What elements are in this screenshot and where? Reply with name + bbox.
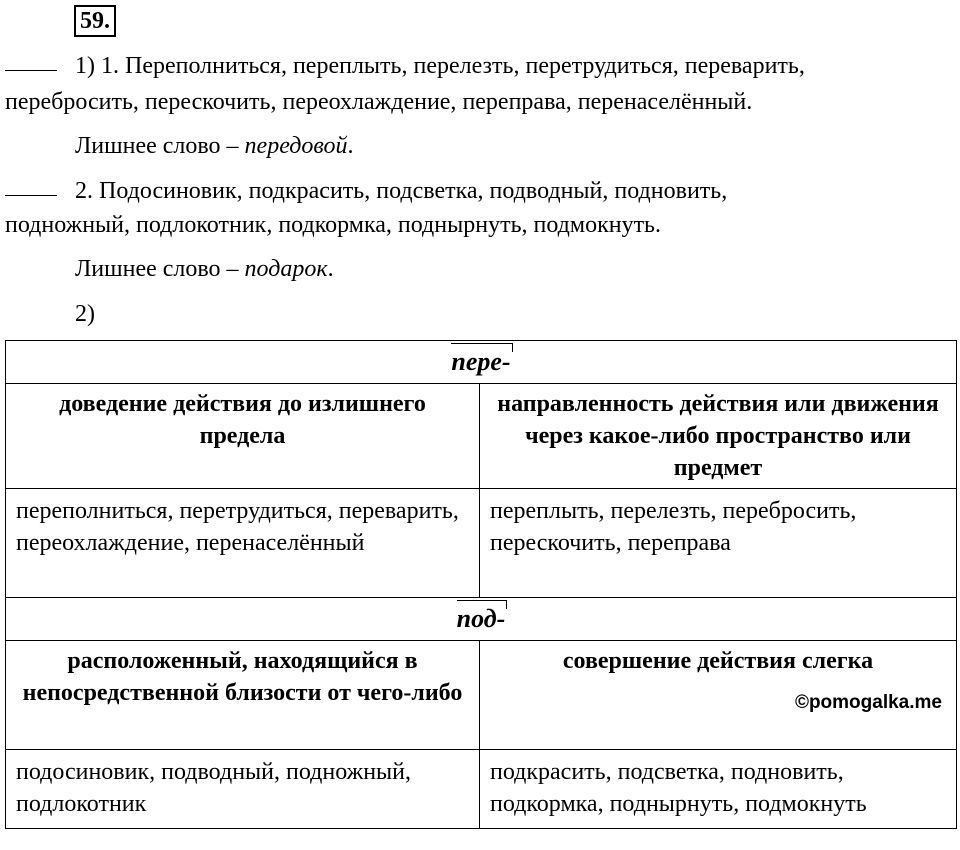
gap-bar	[5, 70, 57, 71]
word: переохлаждение,	[282, 89, 457, 115]
word: подножный,	[5, 212, 131, 238]
extra-tail: .	[347, 133, 354, 159]
prefix-header	[6, 598, 957, 641]
column-heading: расположенный, находящийся в непосредственной близости от чего-либо	[6, 641, 480, 750]
prefix-table	[5, 340, 957, 829]
prefix-header	[6, 341, 957, 384]
table-cell: подосиновик, подводный, подножный, подлокотник	[6, 750, 480, 829]
column-heading-cell	[480, 641, 957, 750]
gap-bar	[5, 195, 57, 196]
section2-label: 2)	[75, 301, 95, 327]
word: Переполниться,	[125, 53, 287, 79]
part2-line1	[75, 177, 727, 205]
prefix-label: пере-	[451, 347, 511, 376]
word: переплыть,	[292, 53, 408, 79]
extra-label: Лишнее слово –	[75, 256, 239, 282]
word: перебросить,	[5, 89, 139, 115]
part1-extra	[75, 132, 354, 160]
part1-line2	[5, 88, 752, 116]
part1-line1	[75, 52, 805, 80]
part2-line2	[5, 211, 661, 239]
column-heading: совершение действия слегка	[562, 648, 874, 674]
table-cell: переплыть, перелезть, перебросить, перескочить, переправа	[480, 489, 957, 598]
exercise-number: 59.	[74, 5, 116, 37]
part2-extra	[75, 255, 334, 283]
word: перелезть,	[413, 53, 520, 79]
word: переварить,	[684, 53, 805, 79]
part1-label: 1) 1.	[75, 53, 119, 79]
part2-label: 2.	[75, 178, 93, 204]
word: Подосиновик,	[99, 178, 243, 204]
word: подводный,	[489, 178, 609, 204]
extra-tail: .	[327, 256, 334, 282]
table-cell: подкрасить, подсветка, подновить, подкормка, поднырнуть, подмокнуть	[480, 750, 957, 829]
prefix-label: под-	[456, 604, 506, 633]
column-heading: доведение действия до излишнего предела	[6, 384, 480, 489]
word: подсветка,	[376, 178, 484, 204]
column-heading: направленность действия или движения через какое-либо пространство или предмет	[480, 384, 957, 489]
word: перетрудиться,	[525, 53, 679, 79]
word: переправа,	[462, 89, 572, 115]
extra-label: Лишнее слово –	[75, 133, 239, 159]
word: подлокотник,	[136, 212, 273, 238]
word: подкормка,	[278, 212, 392, 238]
word: поднырнуть,	[397, 212, 528, 238]
word: перенаселённый.	[577, 89, 753, 115]
extra-word: подарок	[244, 256, 328, 282]
table-cell: переполниться, перетрудиться, переварить, переохлаждение, перенаселённый	[6, 489, 480, 598]
word: подкрасить,	[248, 178, 371, 204]
word: перескочить,	[144, 89, 277, 115]
word: подмокнуть.	[533, 212, 662, 238]
watermark: ©pomogalka.me	[794, 692, 942, 713]
extra-word: передовой	[244, 133, 348, 159]
word: подновить,	[614, 178, 728, 204]
